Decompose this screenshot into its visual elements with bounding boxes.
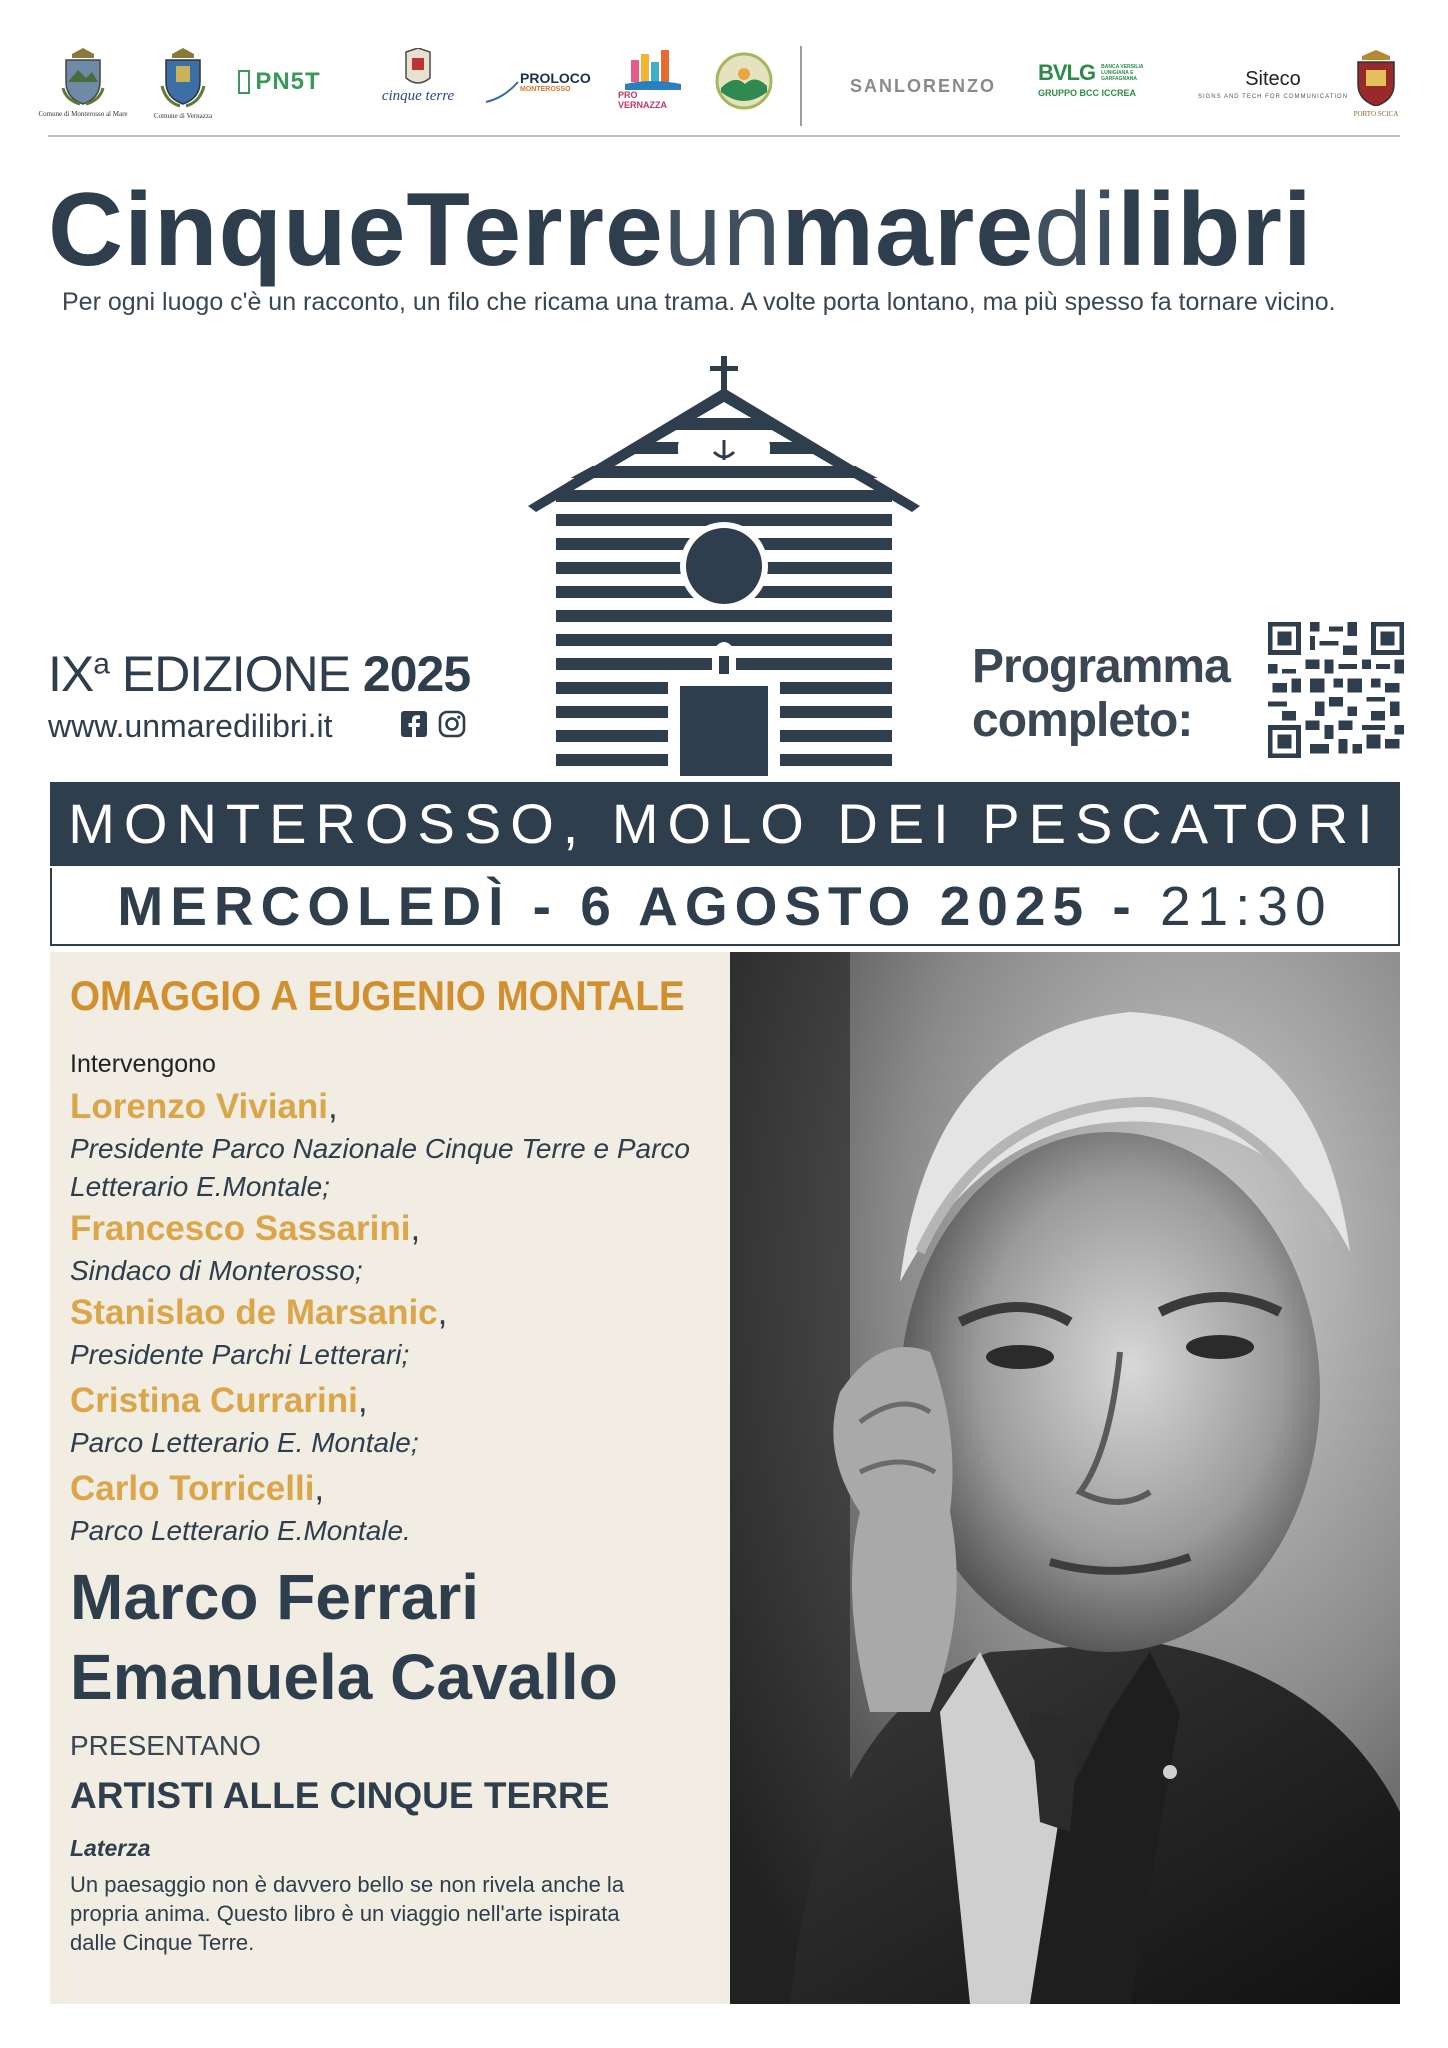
proloco-logo: PROLOCO MONTEROSSO <box>484 70 594 93</box>
event-time: 21:30 <box>1159 875 1333 937</box>
speaker-role: Parco Letterario E.Montale. <box>70 1515 411 1546</box>
speaker-role: Sindaco di Monterosso; <box>70 1255 363 1286</box>
edition-label: $IX^a$ EDIZIONE 2025 <box>48 646 471 702</box>
presenter-name: Emanuela Cavallo <box>70 1641 618 1713</box>
church-illustration <box>528 356 920 776</box>
title-part-libri: libri <box>1117 172 1313 288</box>
speaker-role: Parco Letterario E. Montale; <box>70 1427 419 1458</box>
event-day: MERCOLEDÌ <box>117 875 511 937</box>
title-part-di: di <box>1034 172 1118 288</box>
book-description: Un paesaggio non è davvero bello se non rivela anche la propria anima. Questo libro è un viaggio nell'arte ispirata dalle Cinque Terre. <box>70 1872 625 1955</box>
sponsor-divider <box>800 46 802 126</box>
social-icons <box>400 710 466 738</box>
porto-venere-crest-icon: PORTO SCICA <box>1348 50 1404 118</box>
speaker-role: Presidente Parco Nazionale Cinque Terre e Parco Letterario E.Montale; <box>70 1133 690 1202</box>
title-part-cinqueterre: CinqueTerre <box>48 172 664 288</box>
presenter-name: Marco Ferrari <box>70 1561 480 1633</box>
title-part-mare: mare <box>781 172 1035 288</box>
parco-letterario-round-logo <box>712 52 776 110</box>
homage-title: OMAGGIO A EUGENIO MONTALE <box>70 972 685 1019</box>
siteco-logo: Siteco SIGNS AND TECH FOR COMMUNICATION <box>1197 68 1349 100</box>
speaker-name: Carlo Torricelli, <box>70 1469 325 1508</box>
event-date: 6 AGOSTO 2025 <box>580 875 1091 937</box>
festival-title <box>48 170 1408 290</box>
book-title: ARTISTI ALLE CINQUE TERRE <box>70 1775 610 1816</box>
cinque-terre-logo: cinque terre <box>378 48 458 105</box>
festival-subtitle: Per ogni luogo c'è un racconto, un filo che ricama una trama. A volte porta lontano, ma più spesso fa tornare vicino. <box>62 288 1336 316</box>
bvlg-logo: BVLG BANCA VERSILIA LUNIGIANA E GARFAGNANA GRUPPO BCC ICCREA <box>1038 60 1144 98</box>
instagram-icon[interactable] <box>438 710 466 738</box>
event-location: MONTEROSSO, MOLO DEI PESCATORI <box>50 782 1400 866</box>
pn5t-logo: PN5T <box>234 68 324 96</box>
sponsor-logo-bar <box>38 40 1400 136</box>
comune-vernazza-crest-icon: Comune di Vernazza <box>148 48 218 120</box>
sponsor-divider-line <box>48 135 1400 137</box>
title-part-un: un <box>663 172 782 288</box>
sanlorenzo-logo: SANLORENZO <box>850 76 996 96</box>
presentano-label: PRESENTANO <box>70 1730 261 1761</box>
speaker-role: Presidente Parchi Letterari; <box>70 1339 410 1370</box>
speaker-name: Lorenzo Viviani, <box>70 1087 338 1126</box>
website-link[interactable]: www.unmaredilibri.it <box>48 708 333 744</box>
program-label: Programma completo: <box>972 640 1230 747</box>
speaker-name: Cristina Currarini, <box>70 1381 368 1420</box>
eugenio-montale-portrait <box>730 952 1400 2004</box>
book-publisher: Laterza <box>70 1835 151 1861</box>
qr-code-icon[interactable] <box>1268 622 1404 758</box>
pro-vernazza-logo: PRO VERNAZZA <box>618 48 688 110</box>
speakers-intro: Intervengono <box>70 1050 216 1078</box>
comune-monterosso-crest-icon: Comune di Monterosso al Mare <box>48 48 118 118</box>
event-date-time: MERCOLEDÌ - 6 AGOSTO 2025 - 21:30 <box>50 868 1400 946</box>
speaker-name: Stanislao de Marsanic, <box>70 1293 448 1332</box>
speaker-name: Francesco Sassarini, <box>70 1209 421 1248</box>
facebook-icon[interactable] <box>400 710 428 738</box>
